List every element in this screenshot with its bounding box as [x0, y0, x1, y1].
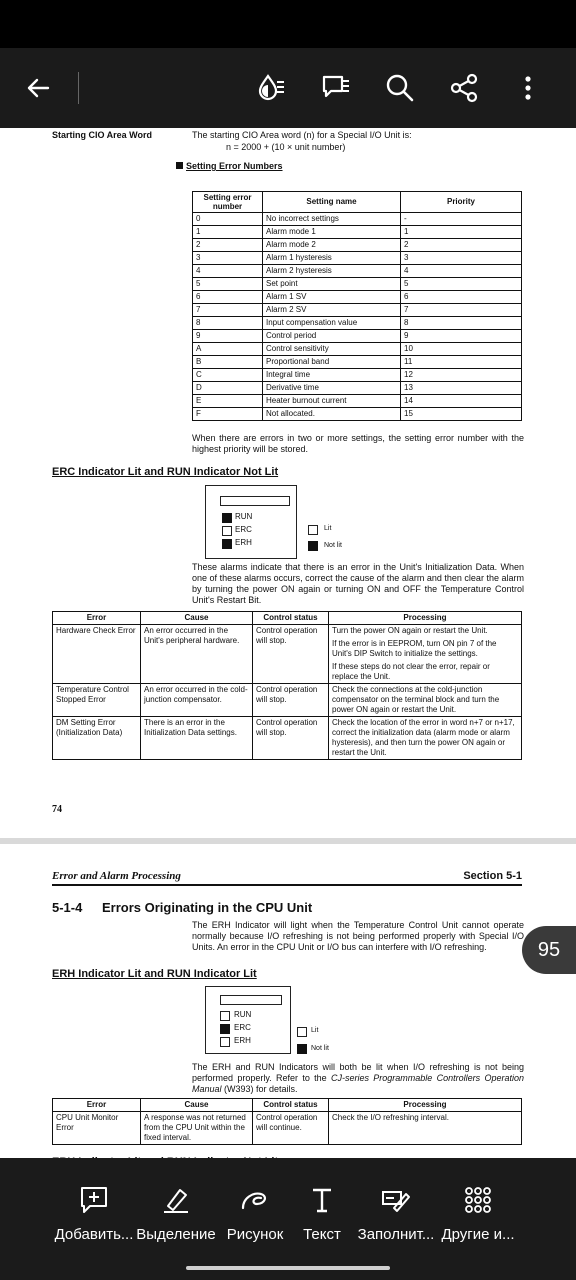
cell-error-number: 5	[193, 278, 263, 291]
legend-lit-label: Lit	[311, 1027, 319, 1034]
cell-error: Temperature Control Stopped Error	[53, 684, 141, 717]
section-number: 5-1-4	[52, 900, 83, 915]
top-app-bar	[0, 48, 576, 128]
erc-label: ERC	[234, 1023, 251, 1032]
back-arrow-icon[interactable]	[18, 68, 58, 108]
table-row	[53, 1112, 522, 1145]
cell-priority: 14	[401, 395, 522, 408]
cell-setting-name: Alarm mode 2	[263, 239, 401, 252]
cell-error-number: C	[193, 369, 263, 382]
erh-indicator-lit	[220, 1037, 230, 1047]
cio-formula: n = 2000 + (10 × unit number)	[226, 142, 346, 152]
legend-not-lit-icon	[308, 541, 318, 551]
cell-priority: 15	[401, 408, 522, 421]
table-row	[193, 304, 522, 317]
cell-setting-name: Derivative time	[263, 382, 401, 395]
legend-lit-icon	[308, 525, 318, 535]
processing-step: If these steps do not clear the error, repair or replace the Unit.	[332, 662, 490, 681]
section-intro: The ERH Indicator will light when the Temperature Control Unit cannot operate normally because I/O refreshing is not being performed properly with Special I/O Units. An error in the CPU Unit or I/O bus can interfere with I/O refreshing.	[192, 920, 524, 952]
cell-priority: 10	[401, 343, 522, 356]
add-comment-icon	[78, 1184, 110, 1216]
cio-label: Starting CIO Area Word	[52, 130, 153, 140]
processing-step: Check the location of the error in word n+7 or n+17, correct the initialization data (alarm mode or alarm hysteresis), and then turn the power ON again or restart the Unit.	[332, 718, 515, 757]
erh-description: The ERH and RUN Indicators will both be lit when I/O refreshing is not being performed properly. Refer to the CJ-series Programmable Controllers Operation Manual (W393) for details.	[192, 1062, 524, 1094]
col-processing: Processing	[329, 1099, 522, 1112]
cell-processing: Check the I/O refreshing interval.	[329, 1112, 522, 1145]
erc-heading: ERC Indicator Lit and RUN Indicator Not Lit	[52, 466, 279, 478]
erc-error-table	[52, 611, 522, 760]
add-comment-label: Добавить...	[54, 1226, 134, 1243]
cell-error: Hardware Check Error	[53, 625, 141, 684]
cell-cause: There is an error in the Initialization Data settings.	[141, 717, 253, 760]
table-row	[193, 252, 522, 265]
cell-status: Control operation will stop.	[253, 717, 329, 760]
col-cause: Cause	[141, 1099, 253, 1112]
indicator-bar	[220, 496, 290, 506]
cell-setting-name: Input compensation value	[263, 317, 401, 330]
cell-priority: 2	[401, 239, 522, 252]
table-row	[193, 213, 522, 226]
erc-description: These alarms indicate that there is an error in the Unit's Initialization Data. When one of these alarms occurs, correct the cause of the alarm and then clear the alarm by turning the power ON again or turning ON and OFF the Temperature Control Unit's Restart Bit.	[192, 562, 524, 605]
cell-cause: An error occurred in the Unit's peripheral hardware.	[141, 625, 253, 684]
cio-text: The starting CIO Area word (n) for a Special I/O Unit is:	[192, 130, 412, 140]
col-setting-name: Setting name	[263, 192, 401, 213]
indicator-panel-erh	[205, 986, 291, 1054]
cell-priority: 3	[401, 252, 522, 265]
cell-priority: 7	[401, 304, 522, 317]
home-indicator[interactable]	[186, 1266, 390, 1270]
bottom-toolbar	[0, 1158, 576, 1280]
fill-sign-label: Заполнит...	[357, 1226, 435, 1243]
table-row	[193, 239, 522, 252]
cell-priority: 4	[401, 265, 522, 278]
draw-icon	[239, 1184, 271, 1216]
header-rule	[52, 884, 522, 886]
cell-priority: 1	[401, 226, 522, 239]
comment-icon[interactable]	[316, 68, 356, 108]
erh-label: ERH	[235, 538, 252, 547]
cell-status: Control operation will stop.	[253, 625, 329, 684]
cell-setting-name: No incorrect settings	[263, 213, 401, 226]
cell-priority: 6	[401, 291, 522, 304]
page-number-74: 74	[52, 804, 62, 815]
more-tools-icon	[462, 1184, 494, 1216]
cell-status: Control operation will stop.	[253, 684, 329, 717]
running-header-left: Error and Alarm Processing	[52, 870, 181, 882]
cell-priority: 9	[401, 330, 522, 343]
table-row	[193, 330, 522, 343]
pdf-page-75	[0, 844, 576, 1164]
processing-step: Check the connections at the cold-junction compensator on the terminal block and turn the power ON again or restart the Unit.	[332, 685, 500, 714]
cell-setting-name: Control period	[263, 330, 401, 343]
section-title: Errors Originating in the CPU Unit	[102, 900, 313, 915]
toolbar-divider	[78, 72, 79, 104]
table-row	[193, 395, 522, 408]
cell-error: CPU Unit Monitor Error	[53, 1112, 141, 1145]
cell-error-number: 6	[193, 291, 263, 304]
indicator-bar	[220, 995, 282, 1005]
erc-indicator-lit	[222, 526, 232, 536]
cell-setting-name: Proportional band	[263, 356, 401, 369]
cell-error-number: 1	[193, 226, 263, 239]
cell-cause: An error occurred in the cold-junction compensator.	[141, 684, 253, 717]
cell-processing	[329, 625, 522, 684]
legend-lit-label: Lit	[324, 525, 332, 532]
table-row	[53, 684, 522, 717]
table-row	[193, 343, 522, 356]
cell-priority: 11	[401, 356, 522, 369]
col-control-status: Control status	[253, 1099, 329, 1112]
run-indicator-on	[222, 513, 232, 523]
document-viewport[interactable]	[0, 128, 576, 1158]
cell-setting-name: Integral time	[263, 369, 401, 382]
bullet-square-icon	[176, 162, 183, 169]
cell-processing	[329, 684, 522, 717]
legend-not-lit-label: Not lit	[311, 1045, 329, 1052]
priority-note: When there are errors in two or more settings, the setting error number with the highest priority will be stored.	[192, 433, 524, 454]
cell-priority: -	[401, 213, 522, 226]
setting-errors-table	[192, 191, 522, 421]
text-icon	[306, 1184, 338, 1216]
cell-error-number: 8	[193, 317, 263, 330]
table-row	[193, 369, 522, 382]
cell-setting-name: Alarm 1 SV	[263, 291, 401, 304]
cell-error-number: E	[193, 395, 263, 408]
cell-setting-name: Heater burnout current	[263, 395, 401, 408]
more-vert-icon[interactable]	[508, 68, 548, 108]
cell-setting-name: Alarm 1 hysteresis	[263, 252, 401, 265]
search-icon[interactable]	[380, 68, 420, 108]
processing-step: Turn the power ON again or restart the Unit.	[332, 626, 488, 635]
cell-setting-name: Alarm mode 1	[263, 226, 401, 239]
page-number-badge[interactable]: 95	[522, 926, 576, 974]
more-tools-label: Другие и...	[441, 1226, 515, 1243]
cell-setting-name: Control sensitivity	[263, 343, 401, 356]
indicator-panel-erc	[205, 485, 297, 559]
cell-error: DM Setting Error (Initialization Data)	[53, 717, 141, 760]
draw-label: Рисунок	[226, 1226, 284, 1243]
running-header-right: Section 5-1	[463, 870, 522, 882]
cell-error-number: F	[193, 408, 263, 421]
erc-indicator-on	[220, 1024, 230, 1034]
cell-setting-name: Set point	[263, 278, 401, 291]
run-indicator-lit	[220, 1011, 230, 1021]
erh-indicator-on	[222, 539, 232, 549]
highlighter-label: Выделение	[136, 1226, 216, 1243]
cell-priority: 13	[401, 382, 522, 395]
run-label: RUN	[235, 512, 253, 521]
col-setting-error-number: Setting error number	[193, 192, 263, 213]
cell-error-number: 2	[193, 239, 263, 252]
cell-setting-name: Not allocated.	[263, 408, 401, 421]
processing-step: If the error is in EEPROM, turn ON pin 7 of the Unit's DIP Switch to initialize the settings.	[332, 639, 497, 658]
table-row	[193, 265, 522, 278]
legend-not-lit-label: Not lit	[324, 542, 342, 549]
cell-error-number: B	[193, 356, 263, 369]
table-row	[53, 625, 522, 684]
fill-sign-icon	[380, 1184, 412, 1216]
cell-error-number: D	[193, 382, 263, 395]
cell-error-number: A	[193, 343, 263, 356]
cell-priority: 5	[401, 278, 522, 291]
cpu-error-table	[52, 1098, 522, 1145]
table-row	[193, 382, 522, 395]
legend-lit-icon	[297, 1027, 307, 1037]
cell-setting-name: Alarm 2 hysteresis	[263, 265, 401, 278]
cell-error-number: 7	[193, 304, 263, 317]
cell-processing	[329, 717, 522, 760]
col-processing: Processing	[329, 612, 522, 625]
erc-label: ERC	[235, 525, 252, 534]
col-control-status: Control status	[253, 612, 329, 625]
pdf-page-74	[0, 128, 576, 838]
col-error: Error	[53, 1099, 141, 1112]
cell-control-status: Control operation will continue.	[253, 1112, 329, 1145]
erh-heading: ERH Indicator Lit and RUN Indicator Lit	[52, 968, 257, 980]
run-label: RUN	[234, 1010, 252, 1019]
cell-error-number: 0	[193, 213, 263, 226]
table-row	[193, 356, 522, 369]
table-row	[53, 717, 522, 760]
setting-errors-heading: Setting Error Numbers	[176, 161, 283, 172]
erh-label: ERH	[234, 1036, 251, 1045]
reading-mode-icon[interactable]	[251, 68, 291, 108]
cell-cause: A response was not returned from the CPU Unit within the fixed interval.	[141, 1112, 253, 1145]
col-error: Error	[53, 612, 141, 625]
col-priority: Priority	[401, 192, 522, 213]
status-bar	[0, 0, 576, 48]
text-label: Текст	[303, 1226, 341, 1243]
cell-priority: 8	[401, 317, 522, 330]
more-tools-button[interactable]	[428, 1178, 528, 1243]
cell-priority: 12	[401, 369, 522, 382]
table-row	[193, 291, 522, 304]
col-cause: Cause	[141, 612, 253, 625]
legend-not-lit-icon	[297, 1044, 307, 1054]
share-icon[interactable]	[444, 68, 484, 108]
highlighter-icon	[160, 1184, 192, 1216]
table-row	[193, 408, 522, 421]
table-row	[193, 317, 522, 330]
cell-error-number: 3	[193, 252, 263, 265]
cell-error-number: 9	[193, 330, 263, 343]
table-row	[193, 278, 522, 291]
cell-error-number: 4	[193, 265, 263, 278]
table-row	[193, 226, 522, 239]
cell-setting-name: Alarm 2 SV	[263, 304, 401, 317]
